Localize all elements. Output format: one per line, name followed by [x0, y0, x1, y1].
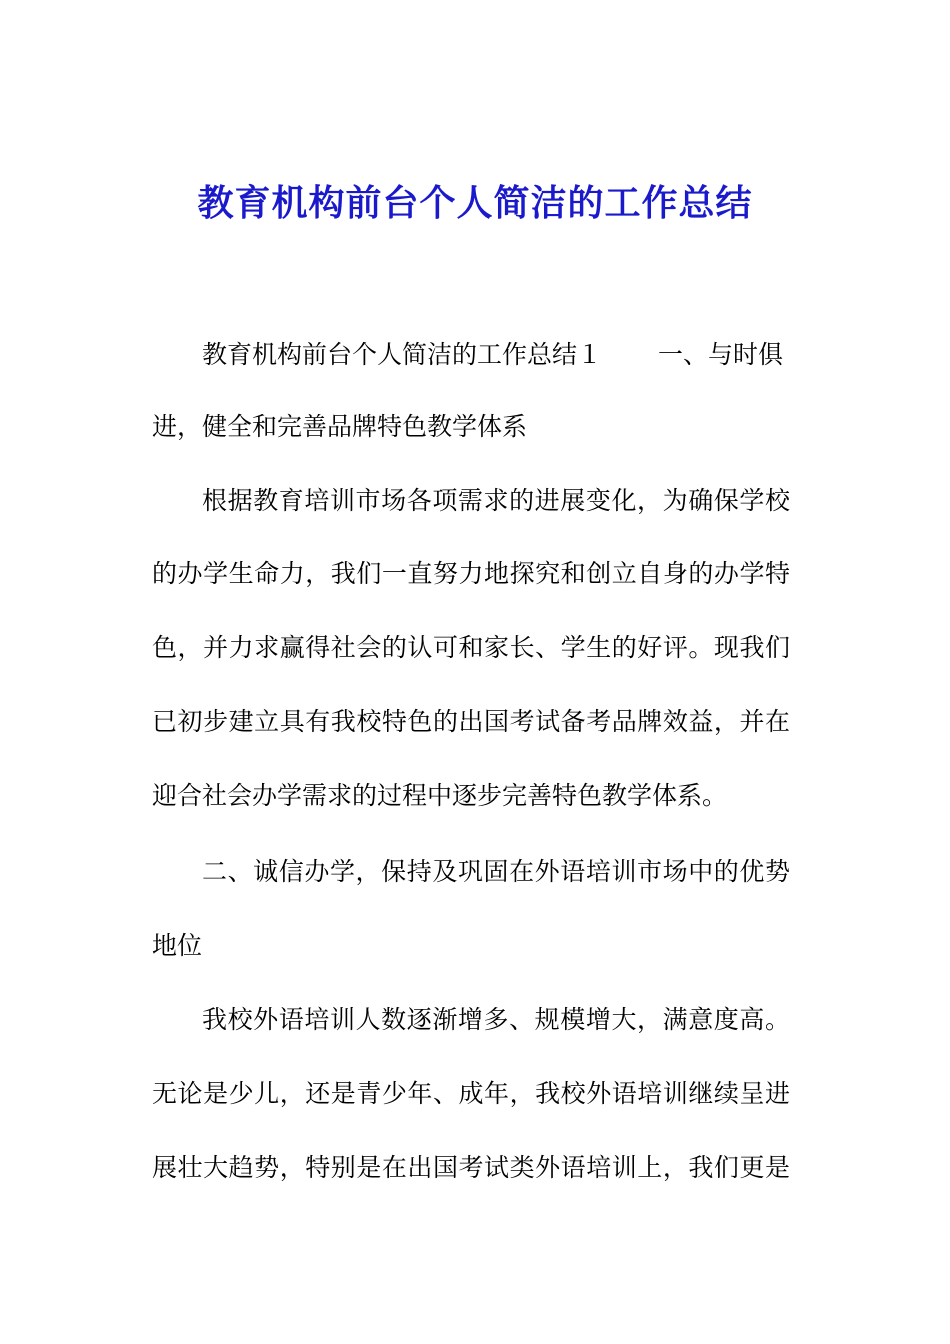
paragraph-line	[0, 705, 950, 739]
paragraph-text: 我校外语培训人数逐渐增多、规模增大，满意度高。	[202, 1005, 790, 1034]
paragraph-text: 二、诚信办学，保持及巩固在外语培训市场中的优势	[202, 857, 790, 886]
paragraph-line	[0, 1151, 950, 1185]
paragraph-line	[0, 855, 950, 889]
paragraph-line	[0, 1077, 950, 1111]
paragraph-line	[0, 1003, 950, 1037]
paragraph-line: 地位	[152, 931, 203, 960]
paragraph-line	[0, 631, 950, 665]
paragraph-line	[0, 557, 950, 591]
paragraph-text: 无论是少儿，还是青少年、成年，我校外语培训继续呈进	[152, 1079, 790, 1108]
paragraph-line: 迎合社会办学需求的过程中逐步完善特色教学体系。	[152, 781, 728, 810]
paragraph-text: 一、与时俱	[658, 340, 784, 369]
paragraph-text: 根据教育培训市场各项需求的进展变化，为确保学校	[202, 486, 790, 515]
paragraph-text: 教育机构前台个人简洁的工作总结１	[202, 340, 603, 369]
paragraph-line	[0, 484, 950, 518]
paragraph-text: 色，并力求赢得社会的认可和家长、学生的好评。现我们	[152, 633, 790, 662]
paragraph-text: 已初步建立具有我校特色的出国考试备考品牌效益，并在	[152, 707, 790, 736]
paragraph-line: 进，健全和完善品牌特色教学体系	[152, 412, 528, 441]
paragraph-line	[0, 338, 950, 372]
paragraph-text: 展壮大趋势，特别是在出国考试类外语培训上，我们更是	[152, 1153, 790, 1182]
document-title: 教育机构前台个人简洁的工作总结	[197, 183, 753, 224]
paragraph-text: 的办学生命力，我们一直努力地探究和创立自身的办学特	[152, 559, 790, 588]
